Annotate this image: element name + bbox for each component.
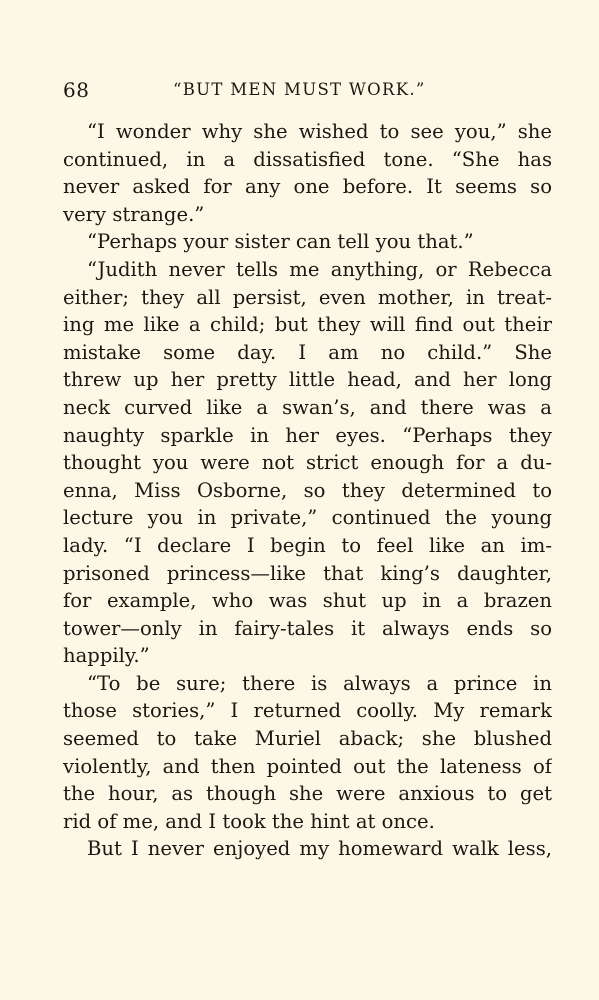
text-line: for example, who was shut up in a brazen bbox=[63, 589, 552, 613]
text-line: violently, and then pointed out the lateness of bbox=[63, 754, 552, 778]
text-line: mistake some day. I am no child.” She bbox=[63, 340, 552, 364]
running-title: “BUT MEN MUST WORK.” bbox=[173, 80, 426, 99]
text-line: rid of me, and I took the hint at once. bbox=[63, 809, 435, 833]
text-line: “Perhaps your sister can tell you that.” bbox=[87, 230, 474, 254]
page-number: 68 bbox=[63, 78, 90, 102]
text-line: “Judith never tells me anything, or Rebecca bbox=[87, 257, 552, 281]
text-line: prisoned princess—like that king’s daughter, bbox=[63, 561, 552, 585]
text-line: very strange.” bbox=[63, 202, 205, 226]
text-line: continued, in a dissatisfied tone. “She has bbox=[63, 147, 552, 171]
text-line: seemed to take Muriel aback; she blushed bbox=[63, 727, 552, 751]
text-line: threw up her pretty little head, and her long bbox=[63, 368, 552, 392]
text-line: But I never enjoyed my homeward walk less, bbox=[87, 837, 552, 861]
body-text bbox=[63, 118, 552, 863]
text-line: lecture you in private,” continued the young bbox=[63, 506, 552, 530]
text-line: thought you were not strict enough for a du- bbox=[63, 451, 552, 475]
text-line: the hour, as though she were anxious to get bbox=[63, 782, 552, 806]
text-line: naughty sparkle in her eyes. “Perhaps they bbox=[63, 423, 552, 447]
text-line: those stories,” I returned coolly. My remark bbox=[63, 699, 552, 723]
text-line: “I wonder why she wished to see you,” she bbox=[87, 120, 552, 143]
text-line: happily.” bbox=[63, 644, 150, 668]
text-line: ing me like a child; but they will find out their bbox=[63, 313, 552, 337]
text-line: either; they all persist, even mother, in treat- bbox=[63, 285, 552, 309]
running-head bbox=[63, 78, 552, 104]
text-line: lady. “I declare I begin to feel like an im- bbox=[63, 533, 552, 557]
text-line: never asked for any one before. It seems so bbox=[63, 175, 552, 199]
text-line: “To be sure; there is always a prince in bbox=[87, 671, 552, 695]
text-line: neck curved like a swan’s, and there was a bbox=[63, 395, 552, 419]
text-line: enna, Miss Osborne, so they determined to bbox=[63, 478, 552, 502]
text-line: tower—only in fairy-tales it always ends so bbox=[63, 616, 552, 640]
